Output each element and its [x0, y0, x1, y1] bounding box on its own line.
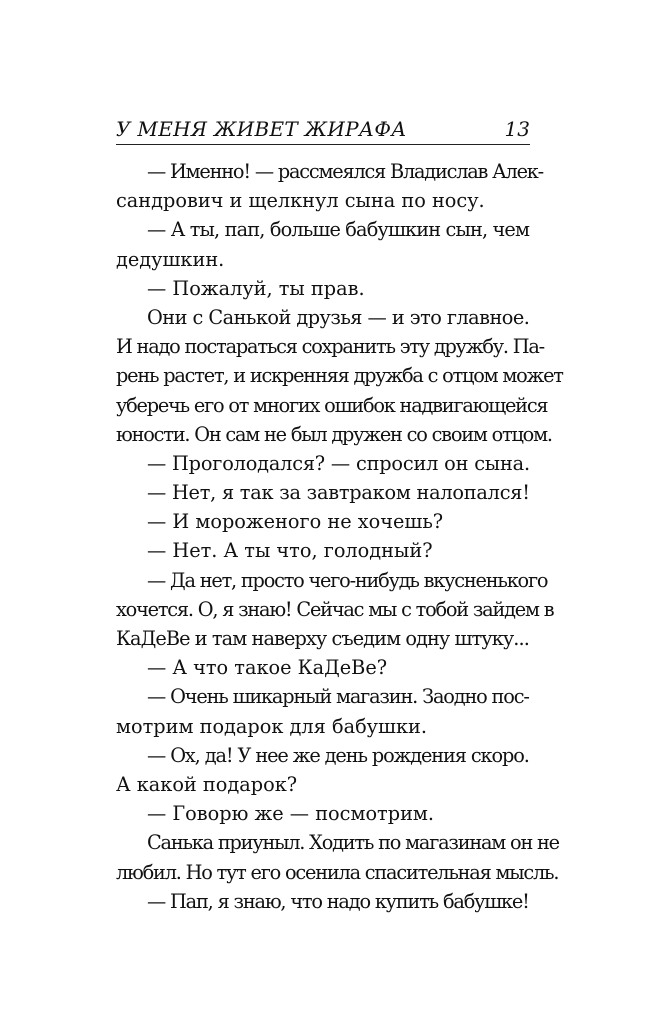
text-line: — Именно! — рассмеялся Владислав Алек- [147, 160, 543, 183]
text-line: А какой подарок? [116, 772, 298, 796]
text-line: дедушкин. [116, 247, 225, 271]
text-line: — Очень шикарный магазин. Заодно пос- [147, 685, 529, 709]
text-line: — Ох, да! У нее же день рождения скоро. [147, 743, 529, 767]
text-line: — Пожалуй, ты прав. [147, 276, 365, 300]
body-text [116, 157, 563, 916]
text-line: — Пап, я знаю, что надо купить бабушке! [147, 889, 529, 913]
text-line: мотрим подарок для бабушки. [116, 714, 427, 738]
text-line: любил. Но тут его осенила спасительная мысль. [116, 860, 559, 884]
text-line: И надо постараться сохранить эту дружбу. Па- [116, 335, 544, 359]
running-header [116, 110, 530, 145]
text-line: — Говорю же — посмотрим. [147, 802, 435, 826]
text-line: — Проголодался? — спросил он сына. [147, 451, 530, 475]
running-title: У МЕНЯ ЖИВЕТ ЖИРАФА [116, 117, 407, 141]
page-number: 13 [504, 117, 530, 141]
text-line: — А ты, пап, больше бабушкин сын, чем [147, 218, 530, 242]
text-line: — И мороженого не хочешь? [147, 510, 444, 534]
text-line: — Нет, я так за завтраком налопался! [147, 481, 530, 505]
text-line: юности. Он сам не был дружен со своим отцом. [116, 422, 552, 446]
text-line: КаДеВе и там наверху съедим одну штуку... [116, 627, 529, 650]
text-line: хочется. О, я знаю! Сейчас мы с тобой зайдем в [116, 597, 554, 621]
text-line: сандрович и щелкнул сына по носу. [116, 189, 485, 213]
text-line: — Да нет, просто чего-нибудь вкусненького [147, 568, 548, 592]
text-line: Санька приуныл. Ходить по магазинам он не [147, 831, 559, 855]
text-line: — Нет. А ты что, голодный? [147, 539, 433, 563]
text-line: уберечь его от многих ошибок надвигающейся [116, 393, 548, 417]
text-line: рень растет, и искренняя дружба с отцом может [116, 364, 563, 388]
text-line: — А что такое КаДеВе? [147, 656, 388, 680]
text-line: Они с Санькой друзья — и это главное. [147, 305, 530, 329]
